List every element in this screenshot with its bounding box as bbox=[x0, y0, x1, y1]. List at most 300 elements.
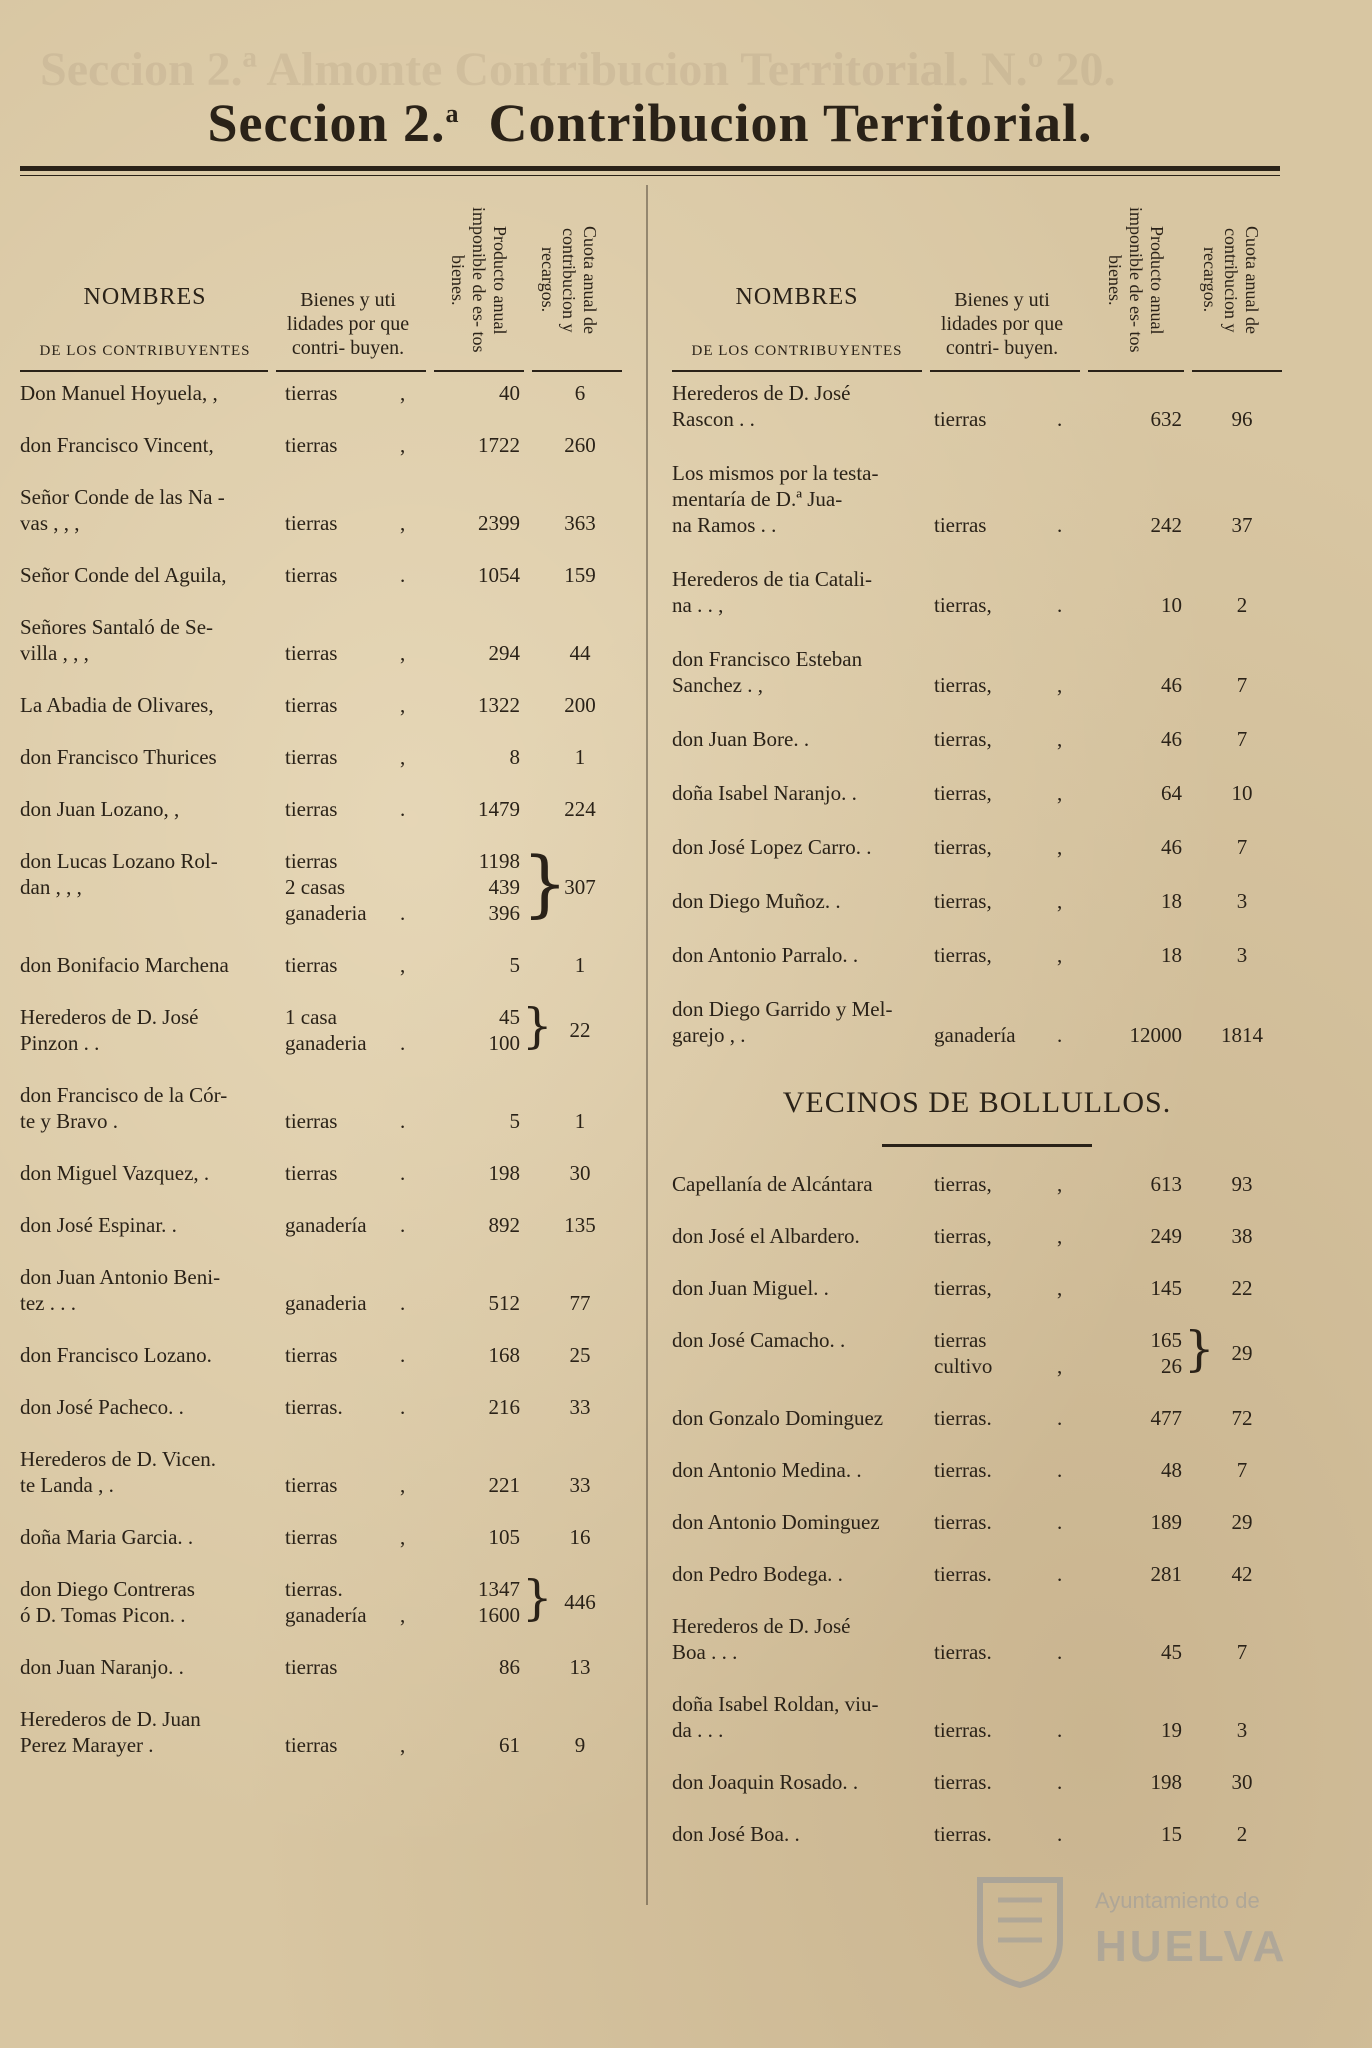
header-rule bbox=[930, 370, 1080, 372]
separator-mark: . bbox=[400, 1109, 406, 1133]
separator-mark: . bbox=[1057, 1640, 1063, 1664]
goods-line: tierras, bbox=[934, 1172, 992, 1196]
table-row bbox=[672, 646, 1282, 726]
separator-mark: , bbox=[400, 641, 406, 665]
product-value: 1722 bbox=[478, 433, 520, 457]
separator-mark: , bbox=[1057, 943, 1063, 967]
contributor-name bbox=[20, 1082, 270, 1134]
separator-mark: . bbox=[400, 1343, 406, 1367]
crest-icon bbox=[960, 1870, 1080, 1990]
product-value: 61 bbox=[499, 1733, 520, 1757]
table-row bbox=[672, 942, 1282, 996]
contributor-name-line: don Francisco Vincent, bbox=[20, 433, 214, 457]
quota-value: 7 bbox=[1236, 727, 1248, 751]
table-row bbox=[20, 1524, 625, 1576]
table-row bbox=[672, 1561, 1282, 1613]
separator-mark: , bbox=[1057, 727, 1063, 751]
contributor-name-line: don José Boa. . bbox=[672, 1822, 800, 1846]
product-value: 18 bbox=[1161, 889, 1182, 913]
product-cell bbox=[1092, 672, 1182, 698]
grouping-brace: } bbox=[522, 841, 568, 925]
product-value: 40 bbox=[499, 381, 520, 405]
product-value: 1322 bbox=[478, 693, 520, 717]
goods-cell bbox=[934, 672, 992, 698]
contributor-name bbox=[20, 1342, 270, 1368]
goods-cell bbox=[934, 888, 992, 914]
goods-cell bbox=[285, 692, 337, 718]
goods-line: tierras bbox=[285, 693, 338, 717]
product-cell bbox=[1092, 406, 1182, 432]
table-row bbox=[672, 834, 1282, 888]
quota-value: 77 bbox=[569, 1291, 591, 1315]
product-cell bbox=[1092, 1639, 1182, 1665]
quota-value: 224 bbox=[564, 797, 596, 821]
quota-value: 3 bbox=[1236, 1718, 1248, 1742]
left-table-body bbox=[20, 380, 625, 1784]
product-cell bbox=[430, 562, 520, 588]
separator-mark: . bbox=[1057, 407, 1063, 431]
goods-line: tierras. bbox=[934, 1718, 992, 1742]
goods-cell bbox=[934, 1821, 992, 1847]
product-cell bbox=[1092, 1561, 1182, 1587]
contributor-name-line: Señor Conde del Aguila, bbox=[20, 563, 227, 587]
product-cell bbox=[430, 432, 520, 458]
contributor-name-line: na Ramos . . bbox=[672, 513, 777, 537]
product-cell bbox=[430, 848, 520, 926]
quota-value: 135 bbox=[564, 1213, 596, 1237]
contributor-name bbox=[20, 1394, 270, 1420]
contributor-name-line: Perez Marayer . bbox=[20, 1733, 154, 1757]
table-row bbox=[20, 998, 625, 1082]
cuota-header: Cuota anual de contribucion y recargos. bbox=[1200, 226, 1262, 334]
contributor-name-line: villa , , , bbox=[20, 641, 89, 665]
goods-cell bbox=[285, 432, 337, 458]
table-row bbox=[20, 1212, 625, 1264]
goods-line: tierras bbox=[285, 641, 338, 665]
title-rule-thick bbox=[20, 166, 1280, 171]
column-divider bbox=[646, 185, 648, 1905]
product-cell bbox=[1092, 780, 1182, 806]
goods-cell bbox=[934, 512, 986, 538]
cuota-header: Cuota anual de contribucion y recargos. bbox=[538, 226, 600, 334]
quota-value: 3 bbox=[1236, 943, 1248, 967]
product-cell bbox=[430, 640, 520, 666]
contributor-name-line: Don Manuel Hoyuela, , bbox=[20, 381, 218, 405]
goods-cell bbox=[285, 380, 337, 406]
bienes-header: Bienes y uti lidades por que contri- buyen. bbox=[940, 289, 1064, 359]
table-row bbox=[20, 1394, 625, 1446]
table-row bbox=[672, 1613, 1282, 1691]
contributor-name bbox=[672, 566, 922, 618]
goods-line: ganaderia bbox=[285, 901, 367, 925]
contributor-name-line: don José Lopez Carro. . bbox=[672, 835, 872, 859]
goods-line: cultivo bbox=[934, 1354, 993, 1378]
goods-line: tierras bbox=[285, 953, 338, 977]
contributor-name-line: don Antonio Parralo. . bbox=[672, 943, 859, 967]
right-table-header bbox=[672, 185, 1282, 380]
table-row bbox=[20, 432, 625, 484]
goods-cell bbox=[285, 952, 337, 978]
goods-cell bbox=[934, 1509, 992, 1535]
header-rule bbox=[1192, 370, 1282, 372]
product-value: 26 bbox=[1161, 1354, 1182, 1378]
contributor-name bbox=[20, 796, 270, 822]
contributor-name-line: don Juan Antonio Beni- bbox=[20, 1265, 221, 1289]
contributor-name-line: don Gonzalo Dominguez bbox=[672, 1406, 884, 1430]
goods-line: tierras bbox=[934, 407, 987, 431]
title-prefix: Seccion 2. bbox=[207, 93, 446, 153]
goods-cell bbox=[934, 1171, 992, 1197]
header-rule bbox=[672, 370, 922, 372]
contributor-name bbox=[20, 1160, 270, 1186]
quota-value: 1 bbox=[574, 745, 586, 769]
quota-value: 25 bbox=[569, 1343, 591, 1367]
bleed-through-header: Seccion 2.ª Almonte Contribucion Territorial. N.º 20. bbox=[40, 43, 1116, 96]
contributor-name-line: Los mismos por la testa- bbox=[672, 461, 879, 485]
contributor-name bbox=[20, 562, 270, 588]
product-value: 477 bbox=[1150, 1406, 1182, 1430]
product-value: 46 bbox=[1161, 673, 1182, 697]
product-value: 294 bbox=[488, 641, 520, 665]
goods-line: ganadería bbox=[285, 1213, 367, 1237]
contributor-name-line: dan , , , bbox=[20, 875, 82, 899]
product-cell bbox=[430, 1160, 520, 1186]
contributor-name bbox=[672, 1405, 922, 1431]
product-value: 45 bbox=[1161, 1640, 1182, 1664]
goods-line: tierras, bbox=[934, 593, 992, 617]
contributor-name-line: te y Bravo . bbox=[20, 1109, 118, 1133]
product-cell bbox=[430, 510, 520, 536]
watermark-org: Ayuntamiento de bbox=[1095, 1888, 1260, 1913]
contributor-name bbox=[20, 380, 270, 406]
separator-mark: . bbox=[1057, 1458, 1063, 1482]
quota-value: 1 bbox=[574, 1109, 586, 1133]
contributor-name-line: Herederos de D. Vicen. bbox=[20, 1447, 217, 1471]
names-header-small: DE LOS CONTRIBUYENTES bbox=[691, 343, 903, 359]
contributor-name bbox=[672, 1509, 922, 1535]
separator-mark: , bbox=[400, 1603, 406, 1627]
contributor-name-line: La Abadia de Olivares, bbox=[20, 693, 214, 717]
table-row bbox=[672, 460, 1282, 566]
quota-value: 9 bbox=[574, 1733, 586, 1757]
contributor-name bbox=[672, 726, 922, 752]
product-cell bbox=[1092, 1275, 1182, 1301]
separator-mark: , bbox=[400, 381, 406, 405]
table-row bbox=[20, 692, 625, 744]
left-column bbox=[20, 185, 625, 1784]
table-row bbox=[672, 1223, 1282, 1275]
product-cell bbox=[1092, 834, 1182, 860]
goods-line: tierras bbox=[285, 563, 338, 587]
product-value: 281 bbox=[1150, 1562, 1182, 1586]
contributor-name bbox=[672, 1769, 922, 1795]
goods-cell bbox=[934, 1561, 992, 1587]
product-value: 10 bbox=[1161, 593, 1182, 617]
contributor-name bbox=[20, 1654, 270, 1680]
goods-line: ganaderia bbox=[285, 1031, 367, 1055]
table-row bbox=[20, 744, 625, 796]
product-value: 8 bbox=[509, 745, 520, 769]
goods-cell bbox=[285, 796, 337, 822]
goods-cell bbox=[285, 1732, 337, 1758]
product-cell bbox=[1092, 942, 1182, 968]
table-row bbox=[672, 380, 1282, 460]
contributor-name-line: don Francisco Lozano. bbox=[20, 1343, 212, 1367]
product-cell bbox=[1092, 888, 1182, 914]
quota-value: 363 bbox=[564, 511, 596, 535]
table-row bbox=[20, 562, 625, 614]
contributor-name bbox=[20, 1446, 270, 1498]
goods-line: ganadería bbox=[934, 1023, 1016, 1047]
grouping-brace: } bbox=[1184, 1321, 1215, 1377]
contributor-name bbox=[20, 1264, 270, 1316]
separator-mark: , bbox=[1057, 1354, 1063, 1378]
product-value: 198 bbox=[1150, 1770, 1182, 1794]
product-cell bbox=[430, 952, 520, 978]
contributor-name-line: da . . . bbox=[672, 1718, 724, 1742]
table-row bbox=[672, 566, 1282, 646]
header-rule bbox=[20, 370, 268, 372]
separator-mark: . bbox=[1057, 1822, 1063, 1846]
goods-cell bbox=[934, 780, 992, 806]
separator-mark: , bbox=[1057, 889, 1063, 913]
separator-mark: . bbox=[1057, 1406, 1063, 1430]
table-row bbox=[20, 1342, 625, 1394]
names-header bbox=[672, 284, 922, 360]
goods-cell bbox=[934, 1223, 992, 1249]
product-cell bbox=[430, 1212, 520, 1238]
product-cell bbox=[1092, 512, 1182, 538]
contributor-name-line: don José Espinar. . bbox=[20, 1213, 177, 1237]
separator-mark: . bbox=[400, 1395, 406, 1419]
contributor-name bbox=[20, 1524, 270, 1550]
quota-value: 2 bbox=[1236, 1822, 1248, 1846]
product-value: 19 bbox=[1161, 1718, 1182, 1742]
quota-value: 446 bbox=[564, 1590, 596, 1614]
goods-line: tierras bbox=[285, 849, 338, 873]
goods-line: ganadería bbox=[285, 1603, 367, 1627]
goods-cell bbox=[934, 726, 992, 752]
contributor-name bbox=[672, 1171, 922, 1197]
separator-mark: . bbox=[1057, 1023, 1063, 1047]
separator-mark: , bbox=[1057, 781, 1063, 805]
table-row bbox=[20, 1706, 625, 1784]
product-cell bbox=[1092, 1769, 1182, 1795]
quota-value: 30 bbox=[1231, 1770, 1253, 1794]
product-cell bbox=[1092, 592, 1182, 618]
table-row bbox=[672, 1509, 1282, 1561]
product-value: 512 bbox=[488, 1291, 520, 1315]
goods-line: tierras bbox=[285, 1733, 338, 1757]
contributor-name bbox=[20, 692, 270, 718]
product-value: 189 bbox=[1150, 1510, 1182, 1534]
product-value: 439 bbox=[488, 875, 520, 899]
contributor-name-line: Señor Conde de las Na - bbox=[20, 485, 225, 509]
producto-header: Producto anual imponible de es- tos bienes. bbox=[448, 207, 510, 353]
contributor-name bbox=[20, 484, 270, 536]
contributor-name bbox=[672, 888, 922, 914]
quota-value: 200 bbox=[564, 693, 596, 717]
separator-mark: . bbox=[400, 1031, 406, 1055]
separator-mark: , bbox=[400, 1473, 406, 1497]
product-cell bbox=[430, 1342, 520, 1368]
archive-watermark bbox=[960, 1870, 1300, 2010]
product-value: 892 bbox=[488, 1213, 520, 1237]
product-cell bbox=[1092, 1327, 1182, 1379]
goods-cell bbox=[285, 1160, 337, 1186]
goods-line: tierras. bbox=[285, 1395, 343, 1419]
goods-cell bbox=[934, 1457, 992, 1483]
contributor-name-line: don Juan Naranjo. . bbox=[20, 1655, 184, 1679]
product-cell bbox=[1092, 1022, 1182, 1048]
goods-line: tierras bbox=[285, 1343, 338, 1367]
contributor-name bbox=[672, 996, 922, 1048]
separator-mark: , bbox=[400, 511, 406, 535]
quota-value: 159 bbox=[564, 563, 596, 587]
contributor-name-line: don Antonio Dominguez bbox=[672, 1510, 880, 1534]
title-sup: a bbox=[445, 99, 460, 128]
table-row bbox=[672, 888, 1282, 942]
quota-value: 13 bbox=[569, 1655, 591, 1679]
table-row bbox=[20, 1446, 625, 1524]
table-row bbox=[20, 614, 625, 692]
contributor-name-line: Herederos de D. José bbox=[672, 381, 851, 405]
quota-value: 10 bbox=[1231, 781, 1253, 805]
goods-cell bbox=[934, 1327, 992, 1379]
contributor-name bbox=[20, 848, 270, 900]
quota-value: 29 bbox=[1231, 1341, 1253, 1365]
product-value: 1600 bbox=[478, 1603, 520, 1627]
quota-value: 33 bbox=[569, 1473, 591, 1497]
product-value: 1054 bbox=[478, 563, 520, 587]
goods-line: tierras bbox=[285, 1473, 338, 1497]
goods-line: tierras bbox=[285, 1109, 338, 1133]
contributor-name bbox=[672, 780, 922, 806]
separator-mark: . bbox=[400, 797, 406, 821]
header-rule bbox=[1088, 370, 1184, 372]
separator-mark: . bbox=[1057, 1718, 1063, 1742]
table-row bbox=[672, 1769, 1282, 1821]
product-value: 168 bbox=[488, 1343, 520, 1367]
product-cell bbox=[1092, 1457, 1182, 1483]
contributor-name-line: don Juan Lozano, , bbox=[20, 797, 180, 821]
product-cell bbox=[430, 744, 520, 770]
producto-header: Producto anual imponible de es- tos bienes. bbox=[1105, 207, 1167, 353]
product-cell bbox=[430, 1576, 520, 1628]
product-cell bbox=[430, 692, 520, 718]
product-cell bbox=[430, 1654, 520, 1680]
product-cell bbox=[1092, 1223, 1182, 1249]
goods-cell bbox=[285, 640, 337, 666]
goods-cell bbox=[285, 1654, 337, 1680]
product-value: 100 bbox=[488, 1031, 520, 1055]
contributor-name bbox=[20, 614, 270, 666]
contributor-name-line: don Pedro Bodega. . bbox=[672, 1562, 843, 1586]
product-cell bbox=[1092, 726, 1182, 752]
contributor-name bbox=[672, 460, 922, 538]
goods-line: tierras, bbox=[934, 889, 992, 913]
quota-value: 22 bbox=[569, 1018, 591, 1042]
quota-value: 37 bbox=[1231, 513, 1253, 537]
contributor-name-line: don Francisco Esteban bbox=[672, 647, 863, 671]
contributor-name-line: don José Camacho. . bbox=[672, 1328, 846, 1352]
title-rule-thin bbox=[20, 175, 1280, 176]
product-value: 48 bbox=[1161, 1458, 1182, 1482]
table-row bbox=[20, 484, 625, 562]
goods-cell bbox=[934, 1275, 992, 1301]
separator-mark: , bbox=[400, 693, 406, 717]
product-value: 632 bbox=[1150, 407, 1182, 431]
goods-cell bbox=[934, 942, 992, 968]
goods-line: tierras. bbox=[934, 1822, 992, 1846]
contributor-name-line: Herederos de D. Juan bbox=[20, 1707, 201, 1731]
product-cell bbox=[430, 1472, 520, 1498]
separator-mark: . bbox=[1057, 1770, 1063, 1794]
table-row bbox=[672, 726, 1282, 780]
contributor-name-line: na . . , bbox=[672, 593, 724, 617]
contributor-name bbox=[20, 432, 270, 458]
table-row bbox=[672, 1457, 1282, 1509]
separator-mark: , bbox=[400, 1525, 406, 1549]
quota-value: 307 bbox=[564, 875, 596, 899]
goods-cell bbox=[285, 1108, 337, 1134]
separator-mark: , bbox=[400, 745, 406, 769]
contributor-name bbox=[672, 1613, 922, 1665]
contributor-name bbox=[672, 646, 922, 698]
product-value: 5 bbox=[509, 953, 520, 977]
product-value: 86 bbox=[499, 1655, 520, 1679]
product-value: 1198 bbox=[478, 849, 520, 873]
goods-cell bbox=[285, 1290, 367, 1316]
contributor-name-line: doña Maria Garcia. . bbox=[20, 1525, 194, 1549]
separator-mark: , bbox=[400, 1733, 406, 1757]
contributor-name-line: Rascon . . bbox=[672, 407, 755, 431]
product-cell bbox=[430, 380, 520, 406]
goods-line: tierras bbox=[934, 513, 987, 537]
goods-cell bbox=[934, 834, 992, 860]
goods-line: tierras, bbox=[934, 835, 992, 859]
contributor-name bbox=[672, 1561, 922, 1587]
header-rule bbox=[532, 370, 622, 372]
goods-line: 2 casas bbox=[285, 875, 346, 899]
separator-mark: , bbox=[1057, 1172, 1063, 1196]
product-value: 18 bbox=[1161, 943, 1182, 967]
product-value: 15 bbox=[1161, 1822, 1182, 1846]
table-row bbox=[672, 1405, 1282, 1457]
product-value: 45 bbox=[499, 1005, 520, 1029]
goods-line: ganaderia bbox=[285, 1291, 367, 1315]
goods-cell bbox=[934, 1639, 992, 1665]
product-value: 105 bbox=[488, 1525, 520, 1549]
product-value: 12000 bbox=[1129, 1023, 1182, 1047]
product-value: 145 bbox=[1150, 1276, 1182, 1300]
product-cell bbox=[430, 1524, 520, 1550]
contributor-name-line: don José Pacheco. . bbox=[20, 1395, 184, 1419]
goods-cell bbox=[285, 1576, 367, 1628]
goods-line: tierras. bbox=[934, 1406, 992, 1430]
separator-mark: . bbox=[400, 1291, 406, 1315]
page-title bbox=[0, 92, 1300, 154]
goods-cell bbox=[934, 592, 992, 618]
quota-value: 30 bbox=[569, 1161, 591, 1185]
quota-value: 7 bbox=[1236, 1640, 1248, 1664]
quota-value: 38 bbox=[1231, 1224, 1253, 1248]
table-row bbox=[672, 1275, 1282, 1327]
contributor-name-line: don Juan Miguel. . bbox=[672, 1276, 829, 1300]
quota-value: 22 bbox=[1231, 1276, 1253, 1300]
product-value: 1347 bbox=[478, 1577, 520, 1601]
quota-value: 260 bbox=[564, 433, 596, 457]
